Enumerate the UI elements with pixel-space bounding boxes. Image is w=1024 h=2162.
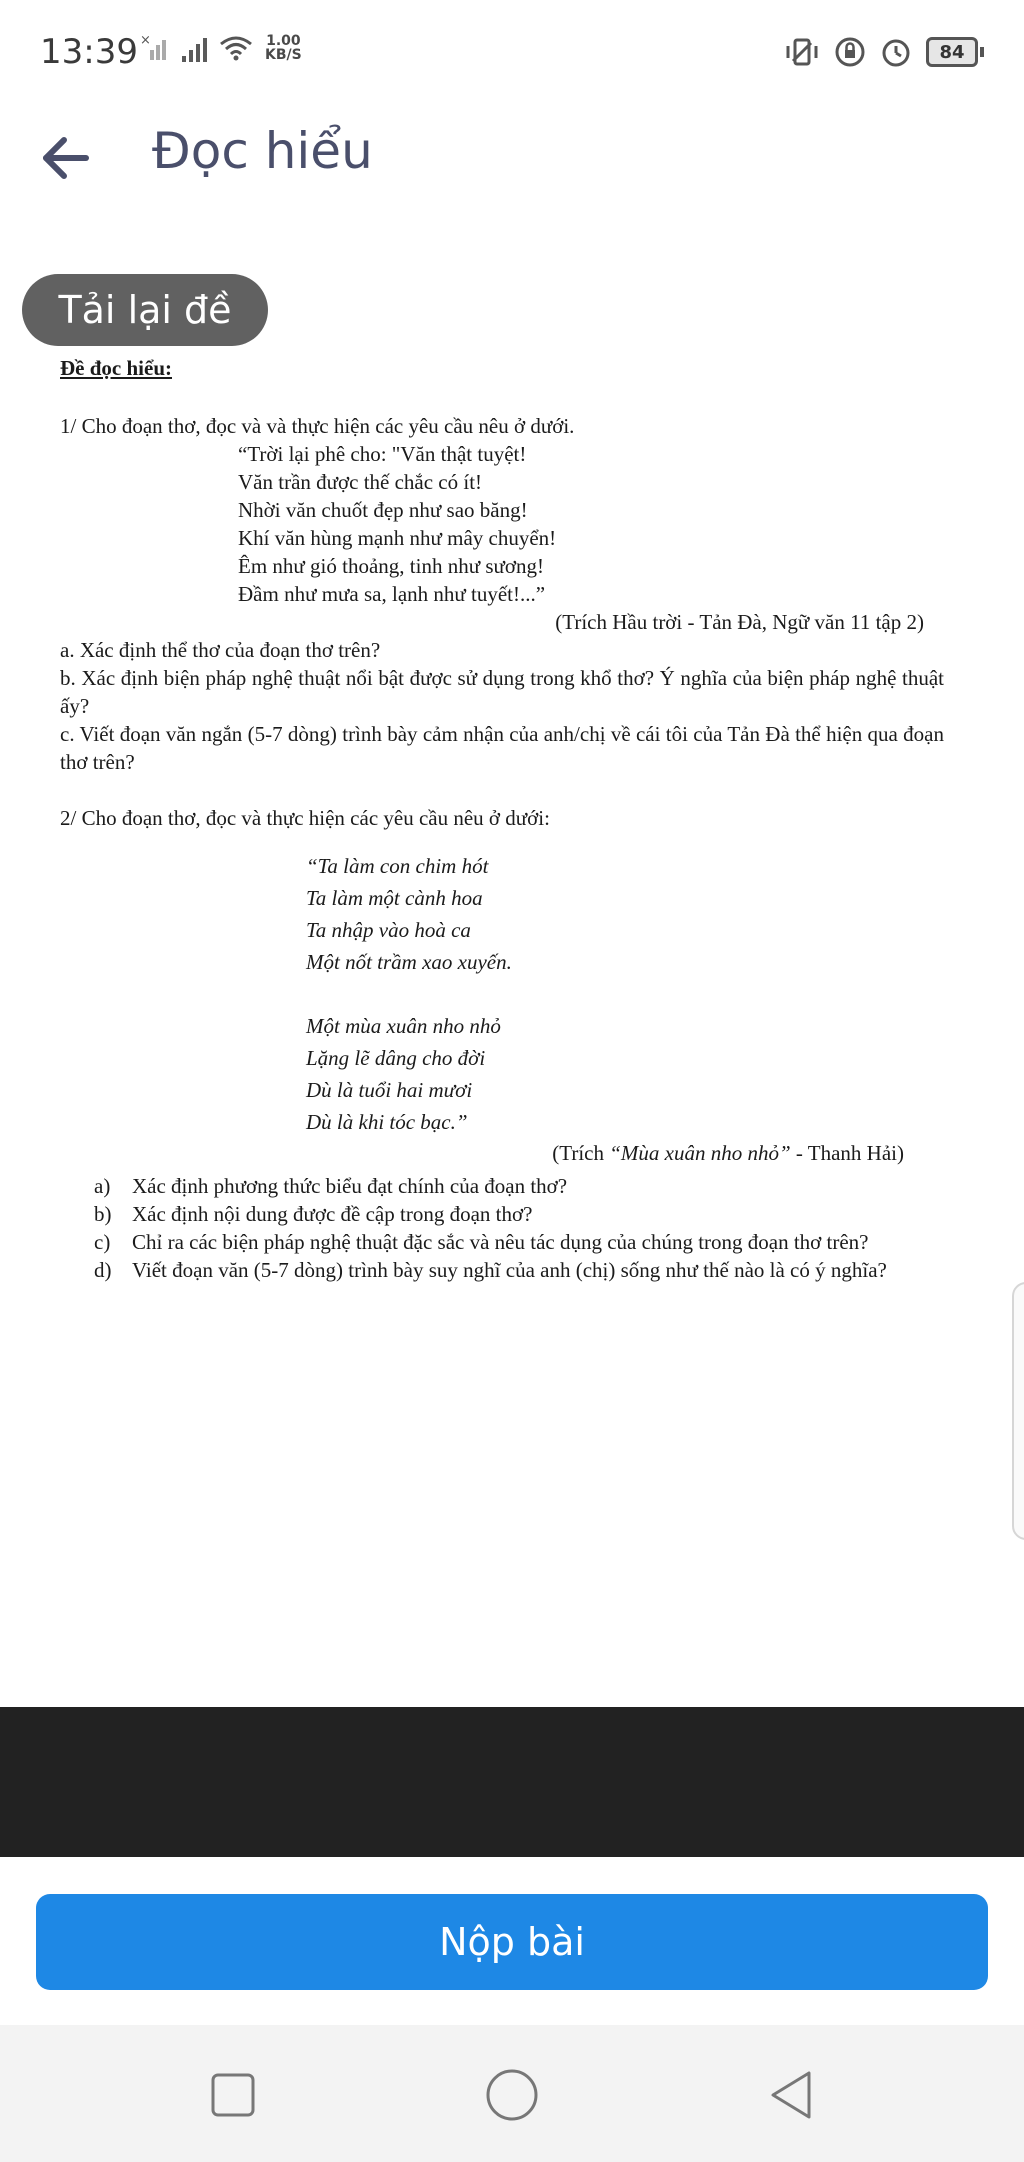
poem-line: Một mùa xuân nho nhỏ: [306, 1014, 501, 1038]
arrow-left-icon: [36, 126, 100, 190]
status-time: 13:39: [40, 32, 138, 72]
lock-rotation-icon: [834, 36, 866, 68]
battery-tip: [980, 47, 984, 57]
poem-line: “Trời lại phê cho: "Văn thật tuyệt!: [238, 442, 527, 466]
nav-bar: [0, 2025, 1024, 2162]
home-button[interactable]: [482, 2065, 542, 2125]
poem-line: Ta nhập vào hoà ca: [306, 918, 471, 942]
question-2-citation: [60, 1138, 944, 1168]
poem-line: Êm như gió thoảng, tinh như sương!: [238, 554, 544, 578]
list-item: [60, 1172, 944, 1200]
poem-line: Khí văn hùng mạnh như mây chuyển!: [238, 526, 557, 550]
question-1-intro: 1/ Cho đoạn thơ, đọc và và thực hiện các yêu cầu nêu ở dưới.: [60, 414, 575, 438]
back-triangle-icon: [761, 2065, 821, 2125]
recents-button[interactable]: [203, 2065, 263, 2125]
citation-title: “Mùa xuân nho nhỏ”: [609, 1141, 791, 1165]
poem-line: Dù là khi tóc bạc.”: [306, 1110, 468, 1134]
document-title: Đề đọc hiểu:: [60, 356, 172, 380]
item-letter: a): [94, 1174, 111, 1198]
citation-prefix: (Trích: [552, 1141, 610, 1165]
recents-square-icon: [203, 2065, 263, 2125]
poem-line: Dù là tuổi hai mươi: [306, 1078, 473, 1102]
question-2-intro: 2/ Cho đoạn thơ, đọc và thực hiện các yêu cầu nêu ở dưới:: [60, 806, 550, 830]
status-right: [784, 36, 984, 68]
item-letter: b): [94, 1202, 112, 1226]
question-1b: b. Xác định biện pháp nghệ thuật nổi bật được sử dụng trong khổ thơ? Ý nghĩa của biện pháp nghệ thuật ấy?: [60, 666, 944, 718]
network-speed: [265, 34, 302, 62]
question-1-poem: [60, 440, 944, 608]
list-item: [60, 1228, 944, 1256]
poem-line: “Ta làm con chim hót: [306, 854, 489, 878]
item-text: Xác định phương thức biểu đạt chính của đoạn thơ?: [132, 1174, 568, 1198]
item-letter: d): [94, 1258, 112, 1282]
submit-area: [0, 1857, 1024, 2025]
poem-line: Ta làm một cành hoa: [306, 886, 483, 910]
signal-x-icon: [140, 34, 170, 62]
back-button[interactable]: [36, 126, 100, 190]
question-1-citation: (Trích Hầu trời - Tản Đà, Ngữ văn 11 tập 2): [555, 610, 924, 634]
vibrate-icon: [784, 37, 820, 67]
battery-icon: [926, 37, 984, 67]
edge-panel-handle[interactable]: [1012, 1282, 1024, 1540]
battery-level: 84: [926, 37, 978, 67]
wifi-icon: [219, 34, 253, 62]
speed-unit: KB/S: [265, 47, 302, 63]
list-item: [60, 1256, 944, 1284]
speed-value: 1.00: [266, 33, 301, 49]
poem-line: Đầm như mưa sa, lạnh như tuyết!...”: [238, 582, 546, 606]
svg-text:×: ×: [140, 33, 151, 48]
reading-document: [60, 354, 944, 1284]
list-item: [60, 1200, 944, 1228]
question-1a: a. Xác định thể thơ của đoạn thơ trên?: [60, 638, 381, 662]
status-bar: [0, 0, 1024, 108]
poem-line: Lặng lẽ dâng cho đời: [306, 1046, 486, 1070]
app-bar: [0, 108, 1024, 218]
item-text: Chỉ ra các biện pháp nghệ thuật đặc sắc và nêu tác dụng của chúng trong đoạn thơ trên?: [132, 1230, 869, 1254]
item-text: Xác định nội dung được đề cập trong đoạn thơ?: [132, 1202, 533, 1226]
reload-exam-button[interactable]: Tải lại đề: [22, 274, 268, 346]
poem-line: Nhời văn chuốt đẹp như sao băng!: [238, 498, 528, 522]
question-2-items: [60, 1172, 944, 1284]
poem-line: Một nốt trầm xao xuyến.: [306, 950, 512, 974]
back-nav-button[interactable]: [761, 2065, 821, 2125]
item-letter: c): [94, 1230, 111, 1254]
signal-icon: [182, 34, 207, 62]
question-2-poem: [60, 850, 944, 1138]
citation-suffix: - Thanh Hải): [790, 1141, 904, 1165]
network-indicators: [140, 34, 302, 62]
question-1c: c. Viết đoạn văn ngắn (5-7 dòng) trình bày cảm nhận của anh/chị về cái tôi của Tản Đà thể hiện qua đoạn thơ trên?: [60, 722, 944, 774]
submit-button[interactable]: Nộp bài: [36, 1894, 988, 1990]
home-circle-icon: [482, 2065, 542, 2125]
poem-line: Văn trần được thế chắc có ít!: [238, 470, 483, 494]
dark-band: [0, 1707, 1024, 1857]
alarm-icon: [880, 36, 912, 68]
item-text: Viết đoạn văn (5-7 dòng) trình bày suy nghĩ của anh (chị) sống như thế nào là có ý nghĩa?: [132, 1258, 887, 1282]
page-title: Đọc hiểu: [152, 122, 373, 180]
